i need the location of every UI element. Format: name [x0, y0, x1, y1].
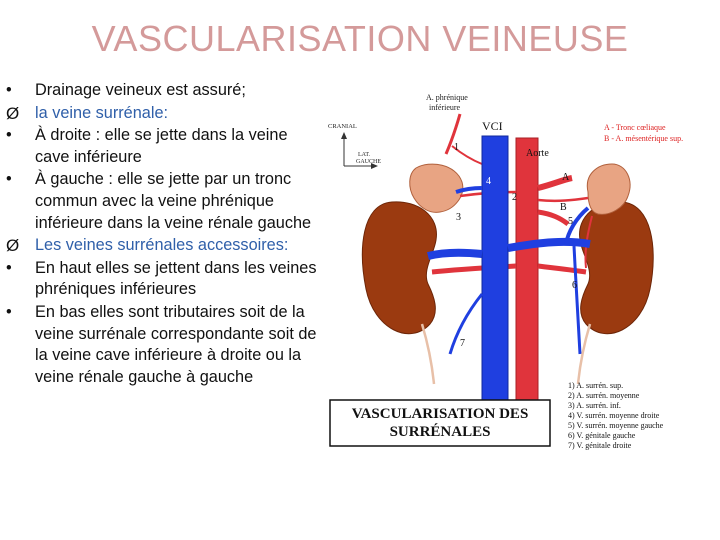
phrenic-label-2: inférieure: [429, 103, 461, 112]
bullet-text: À droite : elle se jette dans la veine cave inférieure: [35, 126, 288, 166]
adrenal-vascularisation-figure: [322, 84, 718, 460]
bullet-item: [4, 258, 322, 301]
bullet-marker: •: [6, 258, 12, 277]
right-ureter: [422, 324, 434, 384]
bullet-text: En bas elles sont tributaires soit de la veine surrénale correspondante soit de la veine cave inférieure à droite ou la veine rénale gauche à gauche: [35, 302, 317, 386]
bullet-heading: la veine surrénale:: [35, 103, 169, 122]
bullet-text: À gauche : elle se jette par un tronc commun avec la veine phrénique inférieure dans la veine rénale gauche: [35, 170, 312, 232]
bullet-item: [4, 103, 322, 125]
number-6: 6: [572, 280, 577, 291]
bullet-item: [4, 169, 322, 234]
bullet-item: [4, 80, 322, 102]
aorta: [516, 138, 538, 428]
figure-caption-line-2: SURRÉNALES: [389, 424, 491, 440]
bullet-marker: •: [6, 170, 12, 189]
legend-bottom-7: 7) V. génitale droite: [568, 441, 632, 450]
legend-bottom-2: 2) A. surrén. moyenne: [568, 391, 640, 400]
left-renal-artery: [538, 266, 586, 272]
lateral-label-2: GAUCHE: [356, 159, 381, 165]
cranial-arrowhead-icon: [341, 132, 347, 139]
bullet-item: [4, 125, 322, 168]
arrow-marker: Ø: [6, 103, 20, 123]
right-genital-vein: [450, 294, 482, 354]
bullet-heading: Les veines surrénales accessoires:: [35, 236, 289, 255]
number-5: 5: [568, 216, 573, 227]
legend-trunk: A - Tronc cœliaque: [604, 123, 666, 132]
phrenic-label-1: A. phrénique: [426, 93, 468, 102]
legend-bottom-6: 6) V. génitale gauche: [568, 431, 636, 440]
aorta-label: Aorte: [526, 148, 549, 159]
lateral-label-1: LAT.: [358, 152, 371, 158]
legend-mesenteric: B - A. mésentérique sup.: [604, 134, 684, 143]
number-7: 7: [460, 338, 465, 349]
left-middle-adrenal-artery: [538, 198, 588, 201]
bullet-item: [4, 302, 322, 388]
bullet-text: Drainage veineux est assuré;: [35, 81, 246, 99]
number-4: 4: [486, 176, 491, 187]
number-3: 3: [456, 212, 461, 223]
bullet-marker: •: [6, 302, 12, 321]
slide-title: VASCULARISATION VEINEUSE: [91, 18, 629, 59]
number-2: 2: [512, 192, 517, 203]
cranial-label: CRANIAL: [328, 123, 357, 130]
legend-bottom-3: 3) A. surrén. inf.: [568, 401, 621, 410]
arrow-marker: Ø: [6, 236, 20, 256]
bullet-marker: •: [6, 126, 12, 145]
left-renal-vein: [508, 242, 590, 248]
figure-caption-line-1: VASCULARISATION DES: [351, 406, 529, 422]
left-genital-vein: [574, 246, 580, 354]
bullet-marker: •: [6, 81, 12, 99]
legend-bottom-5: 5) V. surrén. moyenne gauche: [568, 421, 664, 430]
legend-bottom-1: 1) A. surrén. sup.: [568, 381, 624, 390]
bullet-list: [4, 80, 322, 389]
vci-label: VCI: [482, 119, 503, 133]
bullet-item: [4, 235, 322, 257]
bullet-text: En haut elles se jettent dans les veines phréniques inférieures: [35, 258, 317, 299]
right-renal-vein: [428, 253, 482, 256]
right-kidney: [362, 202, 436, 334]
superior-mesenteric-artery: [538, 212, 568, 224]
letter-b: B: [560, 202, 567, 213]
right-adrenal-gland: [410, 164, 463, 212]
letter-a: A: [562, 172, 570, 183]
number-1: 1: [454, 142, 459, 153]
legend-bottom-4: 4) V. surrén. moyenne droite: [568, 411, 660, 420]
